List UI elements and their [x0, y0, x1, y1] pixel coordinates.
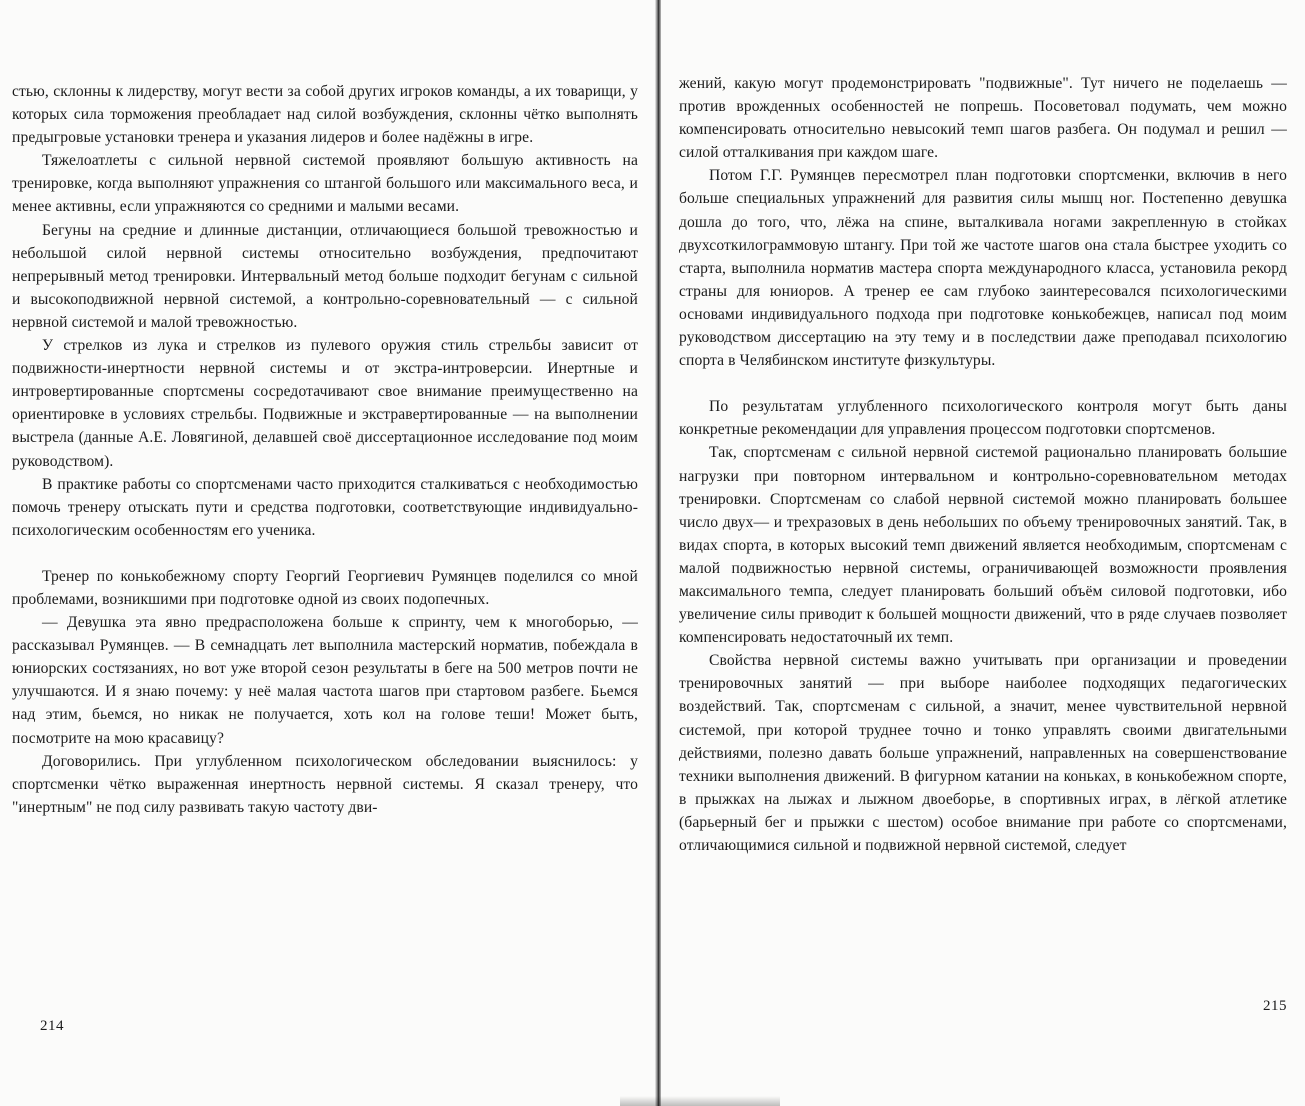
paragraph: Бегуны на средние и длинные дистанции, отличающиеся большой тревожностью и небольшой силой нервной системы относительно возбуждения, предпочитают непрерывный метод тренировки. Интервальный метод больше подходит бегунам с сильной и высокоподвижной нервной системой, а контрольно-соревновательный — с сильной нервной системой и малой тревожностью.: [12, 221, 638, 331]
right-page: [665, 0, 1305, 1106]
left-page: [0, 0, 650, 1106]
page-number: 215: [1263, 998, 1287, 1014]
paragraph: У стрелков из лука и стрелков из пулевого оружия стиль стрельбы зависит от подвижности-инертности нервной системы и от экстра-интроверсии. Инертные и интровертированные спортсмены сосредотачивают свое внимание преимущественно на ориентировке в условиях стрельбы. Подвижные и экстравертированные — на выполнении выстрела (данные А.Е. Ловягиной, делавшей своё диссертационное исследование под моим руководством).: [12, 337, 638, 470]
paragraph: По результатам углубленного психологического контроля могут быть даны конкретные рекомендации для управления процессом подготовки спортсменов.: [679, 398, 1287, 439]
paragraph: — Девушка эта явно предрасположена больше к спринту, чем к многоборью, — рассказывал Румянцев. — В семнадцать лет выполнила мастерский норматив, побеждала в юниорских состязаниях, но вот уже второй сезон результаты в беге на 500 метров почти не улучшаются. И я знаю почему: у неё малая частота шагов при стартовом разбеге. Бьемся над этим, бьемся, но никак не получается, хоть кол на голове теши! Может быть, посмотрите на мою красавицу?: [12, 614, 638, 747]
paragraph: Договорились. При углубленном психологическом обследовании выяснилось: у спортсменки чётко выраженная инертность нервной системы. Я сказал тренеру, что "инертным" не под силу развивать такую частоту дви-: [12, 752, 638, 816]
paragraph: жений, какую могут продемонстрировать "подвижные". Тут ничего не поделаешь — против врожденных особенностей не попрешь. Посоветовал подумать, чем можно компенсировать относительно невысокий темп шагов разбега. Он подумал и решил — силой отталкивания при каждом шаге.: [679, 75, 1287, 162]
right-page-text: [679, 72, 1287, 857]
paragraph: Так, спортсменам с сильной нервной системой рационально планировать большие нагрузки при повторном интервальном и контрольно-соревновательном методах тренировки. Спортсменам со слабой нервной системой можно планировать большее число двух— и трехразовых в день небольших по объему тренировочных занятий. Так, в видах спорта, в которых высокий темп движений является необходимым, спортсменам с малой подвижностью нервной системы, ограничивающей возможности проявления максимального темпа, следует планировать больший объём силовой подготовки, ибо увеличение силы приводит к большей мощности движений, что в ряде случаев позволяет компенсировать недостаточный их темп.: [679, 444, 1287, 647]
section-gap: [12, 542, 638, 565]
paragraph: Свойства нервной системы важно учитывать при организации и проведении тренировочных занятий — при выборе наиболее подходящих педагогических воздействий. Так, спортсменам с сильной, а значит, менее чувствительной нервной системой, при которой труднее точно и тонко управлять своими двигательными действиями, полезно давать больше упражнений, направленных на совершенствование техники выполнения движений. В фигурном катании на коньках, в конькобежном спорте, в прыжках на лыжах и лыжном двоеборье, в спортивных играх, в лёгкой атлетике (барьерный бег и прыжки с шестом) особое внимание при работе со спортсменами, отличающимися сильной и подвижной нервной системой, следует: [679, 652, 1287, 854]
left-page-text: [12, 80, 638, 819]
paragraph: стью, склонны к лидерству, могут вести за собой других игроков команды, а их товарищи, у которых сила торможения преобладает над силой возбуждения, склонны чётко выполнять предыгровые установки тренера и указания лидеров и более надёжны в игре.: [12, 83, 638, 147]
page-number: 214: [40, 1018, 64, 1034]
book-gutter: [655, 0, 661, 1106]
section-gap: [679, 372, 1287, 395]
paragraph: Потом Г.Г. Румянцев пересмотрел план подготовки спортсменки, включив в него больше специальных упражнений для развития силы мышц ног. Постепенно девушка дошла до того, что, лёжа на спине, выталкивала ногами закрепленную в стойках двухсоткилограммовую штангу. При той же частоте шагов она стала быстрее уходить со старта, выполнила норматив мастера спорта международного класса, установила рекорд страны для юниоров. А тренер ее сам глубоко заинтересовался психологическими основами индивидуального подхода при подготовке конькобежцев, написал под моим руководством диссертацию на эту тему и в последствии даже преподавал психологию спорта в Челябинском институте физкультуры.: [679, 167, 1287, 370]
paragraph: В практике работы со спортсменами часто приходится сталкиваться с необходимостью помочь тренеру отыскать пути и средства подготовки, соответствующие индивидуально-психологическим особенностям его ученика.: [12, 475, 638, 539]
paragraph: Тренер по конькобежному спорту Георгий Георгиевич Румянцев поделился со мной проблемами, возникшими при подготовке одной из своих подопечных.: [12, 567, 638, 608]
paragraph: Тяжелоатлеты с сильной нервной системой проявляют большую активность на тренировке, когда выполняют упражнения со штангой большого или максимального веса, и менее активны, если упражняются со средними и малыми весами.: [12, 152, 638, 216]
